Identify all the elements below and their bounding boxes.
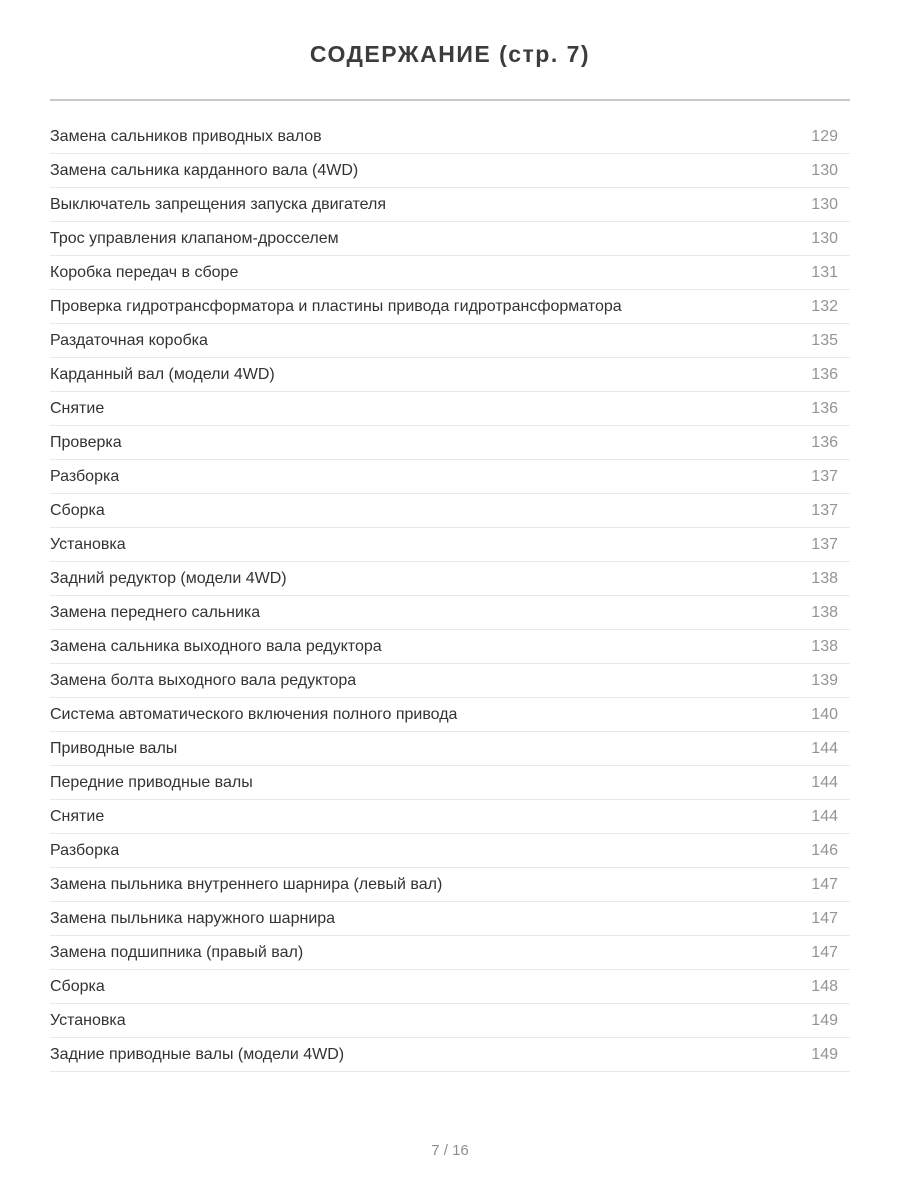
toc-row[interactable] [50,188,850,222]
toc-row[interactable] [50,970,850,1004]
toc-entry-label: Проверка [50,433,122,451]
toc-row[interactable] [50,528,850,562]
toc-row[interactable] [50,902,850,936]
toc-entry-page-number: 149 [811,1045,838,1063]
toc-entry-page-number: 138 [811,569,838,587]
toc-row[interactable] [50,596,850,630]
toc-row[interactable] [50,868,850,902]
toc-entry-label: Снятие [50,399,105,417]
toc-row[interactable] [50,732,850,766]
toc-row[interactable] [50,358,850,392]
toc-entry-label: Коробка передач в сборе [50,263,239,281]
toc-entry-label: Замена сальников приводных валов [50,127,322,145]
toc-entry-label: Трос управления клапаном-дросселем [50,229,339,247]
toc-entry-label: Проверка гидротрансформатора и пластины привода гидротрансформатора [50,297,622,315]
toc-entry-label: Система автоматического включения полного привода [50,705,458,723]
toc-row[interactable] [50,1038,850,1072]
toc-entry-page-number: 147 [811,909,838,927]
toc-row[interactable] [50,392,850,426]
toc-row[interactable] [50,324,850,358]
toc-entry-label: Замена пыльника наружного шарнира [50,909,336,927]
toc-entry-page-number: 147 [811,943,838,961]
toc-entry-label: Задние приводные валы (модели 4WD) [50,1045,345,1063]
toc-entry-page-number: 139 [811,671,838,689]
toc-entry-page-number: 147 [811,875,838,893]
toc-entry-label: Приводные валы [50,739,178,757]
toc-entry-label: Карданный вал (модели 4WD) [50,365,275,383]
toc-entry-page-number: 140 [811,705,838,723]
toc-row[interactable] [50,800,850,834]
toc-entry-page-number: 144 [811,773,838,791]
page-title: СОДЕРЖАНИЕ (стр. 7) [309,41,591,67]
toc-entry-label: Установка [50,1011,126,1029]
toc-row[interactable] [50,460,850,494]
toc-entry-page-number: 148 [811,977,838,995]
toc-row[interactable] [50,766,850,800]
page-number-footer: 7 / 16 [431,1142,469,1159]
toc-entry-page-number: 136 [811,399,838,417]
toc-entry-page-number: 137 [811,501,838,519]
toc-entry-page-number: 132 [811,297,838,315]
toc-entry-page-number: 129 [811,127,838,145]
toc-entry-label: Разборка [50,841,120,859]
toc-row[interactable] [50,834,850,868]
toc-entry-page-number: 130 [811,161,838,179]
toc-row[interactable] [50,120,850,154]
toc-entry-label: Выключатель запрещения запуска двигателя [50,195,387,213]
toc-entry-label: Сборка [50,501,105,519]
toc-entry-label: Раздаточная коробка [50,331,208,349]
toc-entry-page-number: 137 [811,467,838,485]
toc-entry-label: Снятие [50,807,105,825]
toc-row[interactable] [50,290,850,324]
title-divider [50,99,850,101]
toc-entry-label: Замена пыльника внутреннего шарнира (левый вал) [50,875,443,893]
toc-row[interactable] [50,1004,850,1038]
toc-entry-label: Передние приводные валы [50,773,253,791]
toc-row[interactable] [50,154,850,188]
toc-entry-page-number: 136 [811,365,838,383]
toc-entry-page-number: 130 [811,229,838,247]
toc-row[interactable] [50,664,850,698]
toc-entry-label: Замена подшипника (правый вал) [50,943,304,961]
toc-entry-page-number: 144 [811,807,838,825]
toc-entry-page-number: 138 [811,603,838,621]
toc-row[interactable] [50,494,850,528]
toc-list [50,120,850,1072]
toc-row[interactable] [50,256,850,290]
toc-entry-label: Замена сальника выходного вала редуктора [50,637,382,655]
toc-row[interactable] [50,222,850,256]
toc-row[interactable] [50,562,850,596]
toc-entry-label: Установка [50,535,126,553]
toc-row[interactable] [50,698,850,732]
toc-entry-page-number: 149 [811,1011,838,1029]
toc-entry-page-number: 130 [811,195,838,213]
toc-entry-page-number: 136 [811,433,838,451]
toc-entry-page-number: 138 [811,637,838,655]
toc-entry-label: Сборка [50,977,105,995]
toc-row[interactable] [50,426,850,460]
toc-entry-label: Задний редуктор (модели 4WD) [50,569,287,587]
toc-entry-page-number: 135 [811,331,838,349]
toc-entry-label: Замена переднего сальника [50,603,261,621]
toc-entry-label: Замена болта выходного вала редуктора [50,671,357,689]
toc-entry-page-number: 131 [811,263,838,281]
toc-entry-label: Замена сальника карданного вала (4WD) [50,161,359,179]
toc-row[interactable] [50,630,850,664]
toc-entry-page-number: 144 [811,739,838,757]
toc-entry-page-number: 137 [811,535,838,553]
toc-entry-page-number: 146 [811,841,838,859]
toc-row[interactable] [50,936,850,970]
toc-entry-label: Разборка [50,467,120,485]
